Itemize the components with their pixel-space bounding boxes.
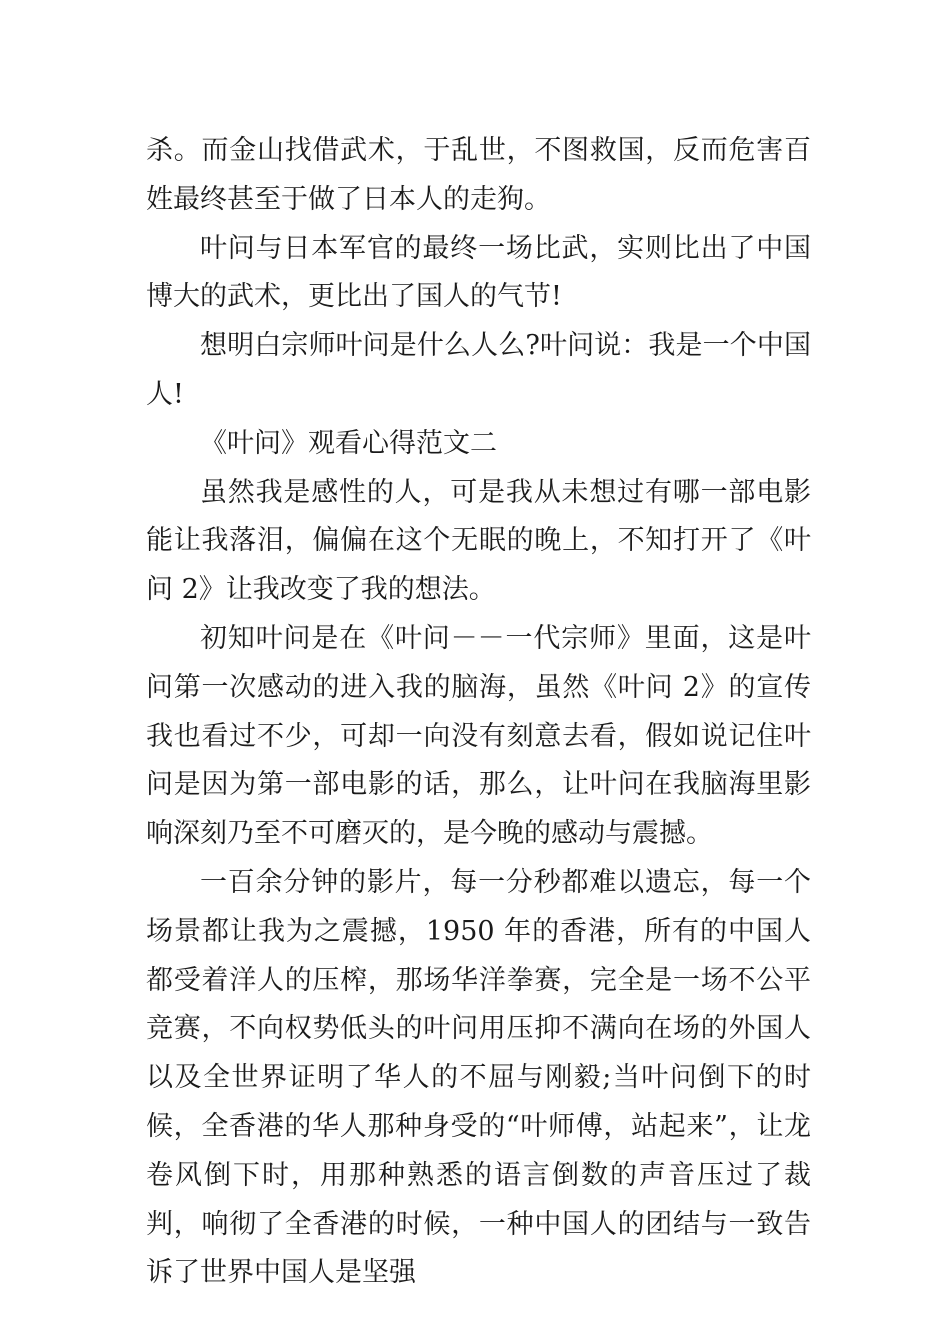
paragraph-continued: 杀。而金山找借武术，于乱世，不图救国，反而危害百姓最终甚至于做了日本人的走狗。 [146,135,811,215]
paragraph: 叶问与日本军官的最终一场比武，实则比出了中国博大的武术，更比出了国人的气节! [146,232,811,313]
paragraph: 初知叶问是在《叶问－－一代宗师》里面，这是叶问第一次感动的进入我的脑海，虽然《叶问 2》的宣传我也看过不少，可却一向没有刻意去看，假如说记住叶问是因为第一部电影的话，那么，让叶问在我脑海里影响深刻乃至不可磨灭的，是今晚的感动与震撼。 [146,622,811,850]
paragraph: 想明白宗师叶问是什么人么?叶问说：我是一个中国人! [146,330,811,410]
article-body [146,127,811,1298]
paragraph: 一百余分钟的影片，每一分秒都难以遗忘，每一个场景都让我为之震撼，1950 年的香港，所有的中国人都受着洋人的压榨，那场华洋拳赛，完全是一场不公平竞赛，不向权势低头的叶问用压抑不满向在场的外国人以及全世界证明了华人的不屈与刚毅;当叶问倒下的时候，全香港的华人那种身受的“叶师傅，站起来”，让龙卷风倒下时，用那种熟悉的语言倒数的声音压过了裁判，响彻了全香港的时候，一种中国人的团结与一致告诉了世界中国人是坚强 [146,866,811,1289]
section-heading: 《叶问》观看心得范文二 [200,427,497,459]
paragraph: 虽然我是感性的人，可是我从未想过有哪一部电影能让我落泪，偏偏在这个无眠的晚上，不知打开了《叶问 2》让我改变了我的想法。 [146,476,811,606]
